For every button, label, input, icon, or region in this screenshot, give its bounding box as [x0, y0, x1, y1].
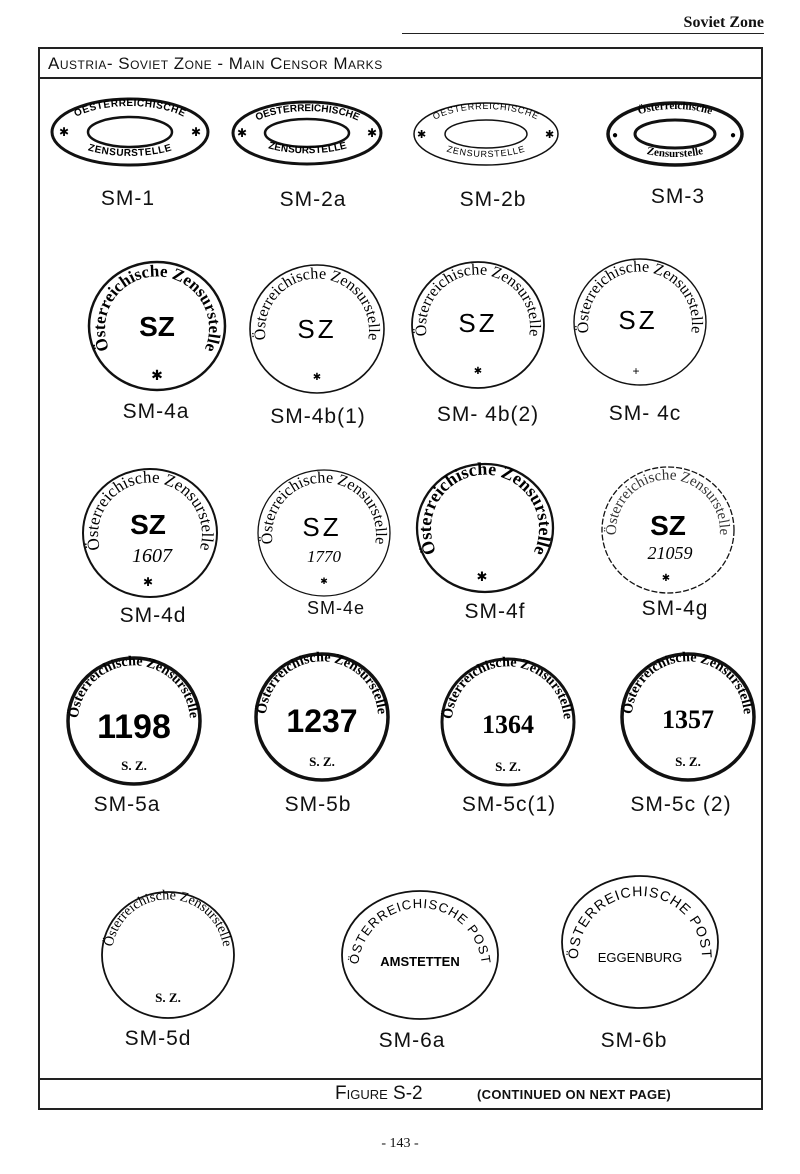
stamp-sm-4b-1: [247, 262, 387, 397]
header-rule: [402, 33, 764, 34]
stamp-sm-4d: [80, 466, 220, 601]
svg-text:✱: ✱: [142, 575, 154, 589]
stamp-sm-4a: [86, 260, 228, 395]
stamp-bottom-text: S. Z.: [495, 759, 521, 774]
stamp-sm-4e: [254, 466, 394, 601]
stamp-label: SM-4e: [306, 598, 366, 618]
stamp-number: 1237: [286, 703, 358, 739]
stamp-ring-text: Österreichische Zensurstelle: [620, 650, 755, 715]
stamp-sm-5a: [64, 654, 204, 789]
stamp-ring-text: Österreichische Zensurstelle: [414, 458, 556, 559]
stamp-number: 1607: [132, 545, 172, 567]
svg-text:●: ●: [730, 130, 737, 141]
stamp-top-text: OESTERREICHISCHE: [253, 103, 362, 124]
stamp-ring-text: Österreichische Zensurstelle: [251, 265, 383, 342]
stamp-sm-6a: [340, 888, 500, 1023]
svg-text:✱: ✱: [312, 372, 322, 383]
svg-text:✱: ✱: [545, 129, 555, 141]
figure-label: Figure S-2: [335, 1083, 423, 1104]
stamp-bottom-text: S. Z.: [121, 758, 147, 773]
stamp-ring-text: Österreichische Zensurstelle: [89, 261, 225, 355]
stamp-bottom-text: ZENSURSTELLE: [267, 140, 348, 157]
stamp-bottom-text: S. Z.: [675, 754, 701, 769]
stamp-sm-5b: [252, 650, 392, 785]
svg-text:✱: ✱: [661, 573, 671, 584]
stamp-sm-2b: [411, 100, 561, 168]
stamp-label: SM-3: [650, 185, 706, 208]
stamp-center-text: EGGENBURG: [597, 950, 683, 965]
stamp-label: SM-4a: [122, 400, 190, 423]
stamp-center-text: SZ: [302, 512, 342, 542]
stamp-label: SM-2a: [279, 188, 347, 211]
stamp-sm-4g: [598, 463, 738, 598]
stamp-center-text: AMSTETTEN: [380, 954, 460, 969]
stamp-sm-3: [605, 100, 745, 168]
stamp-center-text: SZ: [297, 314, 337, 344]
stamp-label: SM-6a: [378, 1029, 446, 1052]
svg-text:✱: ✱: [59, 125, 70, 139]
svg-text:✱: ✱: [320, 576, 328, 586]
svg-text:✱: ✱: [473, 366, 483, 377]
stamp-bottom-text: ZENSURSTELLE: [445, 143, 527, 160]
stamp-label: SM-4g: [641, 597, 709, 620]
stamp-label: SM-6b: [600, 1029, 668, 1052]
stamp-number: 1770: [307, 547, 341, 566]
svg-text:ZENSURSTELLE: [267, 140, 348, 156]
figure-caption-bar: [40, 1078, 761, 1108]
stamp-ring-text: ÖSTERREICHISCHE POST: [564, 882, 716, 960]
svg-text:Österreichische Zensurstelle: [100, 888, 234, 948]
stamp-bottom-text: S. Z.: [155, 990, 181, 1005]
stamp-label: SM-5a: [93, 793, 161, 816]
stamp-center-text: SZ: [139, 311, 175, 342]
stamp-ring-text: Österreichische Zensurstelle: [66, 654, 201, 719]
svg-text:ZENSURSTELLE: [446, 144, 527, 159]
stamp-label: SM-4f: [464, 600, 526, 623]
stamp-ring-text: Österreichische Zensurstelle: [603, 467, 733, 536]
stamp-ring-text: ÖSTERREICHISCHE POST: [346, 895, 494, 966]
stamp-label: SM-4d: [119, 604, 187, 627]
stamp-sm-6b: [560, 872, 720, 1012]
svg-text:ZENSURSTELLE: [87, 142, 173, 159]
svg-text:Österreichische: [636, 100, 714, 117]
svg-text:●: ●: [612, 130, 619, 141]
stamp-label: SM-5c (2): [630, 793, 732, 816]
svg-text:✱: ✱: [191, 125, 202, 139]
stamp-sm-2a: [230, 99, 385, 167]
stamp-ring-text: Österreichische Zensurstelle: [258, 469, 390, 546]
stamp-label: SM-4b(1): [270, 405, 366, 428]
stamp-top-text: OESTERREICHISCHE: [431, 100, 541, 122]
stamp-sm-1: [50, 97, 210, 167]
stamp-sm-4f: [414, 458, 556, 596]
stamp-ring-text: Österreichische Zensurstelle: [412, 261, 544, 338]
stamp-ring-text: Österreichische Zensurstelle: [254, 650, 389, 715]
stamp-center-text: SZ: [618, 305, 658, 335]
svg-text:+: +: [632, 364, 640, 378]
stamp-center-text: SZ: [650, 510, 686, 541]
stamp-label: SM- 4c: [608, 402, 682, 425]
stamp-number: 21059: [647, 543, 693, 563]
svg-text:✱: ✱: [237, 126, 248, 140]
svg-text:✱: ✱: [367, 126, 378, 140]
stamp-top-text: OESTERREICHISCHE: [72, 97, 188, 120]
figure-note: (CONTINUED ON NEXT PAGE): [477, 1087, 672, 1102]
stamp-sm-5c-2: [618, 650, 758, 785]
stamp-bottom-text: Zensurstelle: [645, 145, 705, 161]
stamp-ring-text: Österreichische Zensurstelle: [101, 888, 235, 948]
stamp-number: 1364: [482, 710, 534, 739]
section-title: Soviet Zone: [683, 14, 764, 31]
stamp-sm-4b-2: [408, 258, 548, 393]
stamp-sm-5c-1: [438, 655, 578, 790]
svg-text:✱: ✱: [417, 129, 427, 141]
stamp-top-text: Österreichische: [636, 99, 714, 118]
svg-text:Österreichische Zensurstelle: [415, 459, 555, 559]
stamp-label: SM-2b: [459, 188, 527, 211]
stamp-sm-4c: [570, 255, 710, 390]
figure-title: Austria- Soviet Zone - Main Censor Marks: [48, 54, 383, 73]
stamp-number: 1357: [662, 705, 714, 734]
stamp-number: 1198: [97, 708, 171, 746]
stamp-ring-text: Österreichische Zensurstelle: [574, 258, 706, 335]
stamp-ring-text: Österreichische Zensurstelle: [440, 655, 575, 720]
stamp-label: SM-5d: [124, 1027, 192, 1050]
stamp-center-text: SZ: [458, 308, 498, 338]
stamp-label: SM-5b: [284, 793, 352, 816]
title-bar: [40, 49, 761, 79]
svg-text:OESTERREICHISCHE: [431, 101, 541, 122]
stamp-center-text: SZ: [130, 509, 166, 540]
svg-text:✱: ✱: [151, 367, 163, 383]
stamp-bottom-text: S. Z.: [309, 754, 335, 769]
stamp-label: SM-1: [100, 187, 156, 210]
svg-text:✱: ✱: [476, 569, 488, 584]
page-number: - 143 -: [381, 1136, 419, 1151]
stamp-ring-text: Österreichische Zensurstelle: [82, 467, 218, 553]
stamp-sm-5d: [98, 888, 238, 1023]
stamp-label: SM- 4b(2): [436, 403, 540, 426]
stamp-bottom-text: ZENSURSTELLE: [86, 142, 174, 160]
stamp-label: SM-5c(1): [461, 793, 557, 816]
